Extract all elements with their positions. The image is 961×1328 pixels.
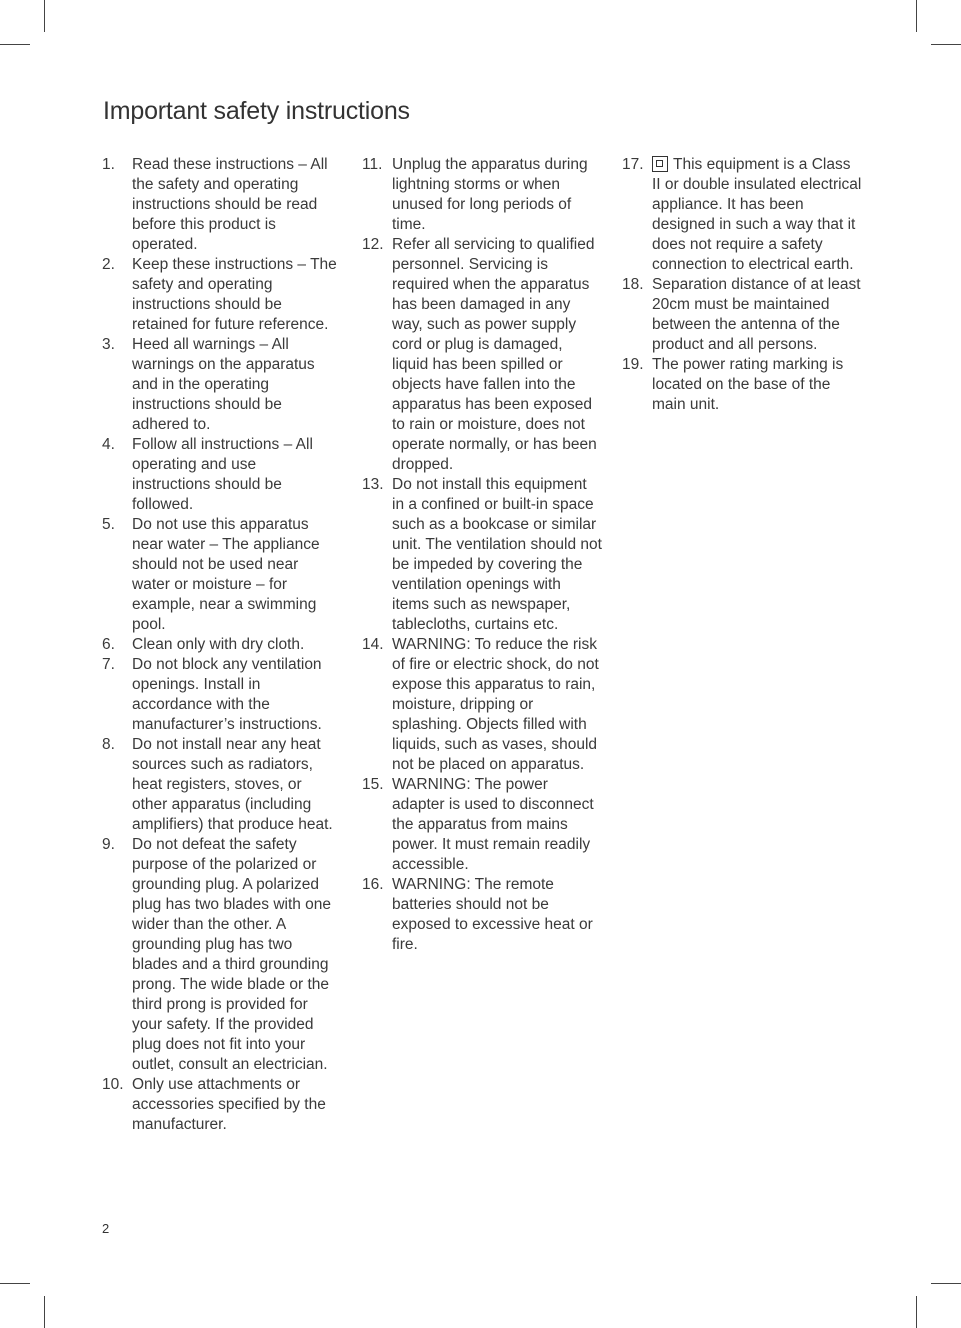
item-text: WARNING: The power adapter is used to disconnect the apparatus from mains power. It must remain readily accessible.: [392, 776, 594, 873]
crop-mark-top-left-h: [0, 44, 30, 45]
item-number: 7.: [102, 656, 115, 673]
list-item: [102, 255, 338, 335]
instructions-column-3: [622, 155, 862, 415]
item-text: Follow all instructions – All operating and use instructions should be followed.: [132, 436, 313, 513]
item-number: 6.: [102, 636, 115, 653]
list-item: [362, 775, 602, 875]
crop-mark-bottom-right-v: [916, 1296, 917, 1328]
item-number: 5.: [102, 516, 115, 533]
item-number: 17.: [622, 156, 644, 173]
item-number: 12.: [362, 236, 384, 253]
list-item: [102, 735, 338, 835]
item-text: WARNING: The remote batteries should not be exposed to excessive heat or fire.: [392, 876, 593, 953]
list-item: [102, 155, 338, 255]
item-number: 14.: [362, 636, 384, 653]
item-number: 16.: [362, 876, 384, 893]
list-item: [362, 475, 602, 635]
item-text: Unplug the apparatus during lightning storms or when unused for long periods of time.: [392, 156, 588, 233]
crop-mark-top-left-v: [44, 0, 45, 32]
crop-mark-bottom-right-h: [931, 1283, 961, 1284]
class-ii-double-insulation-icon: [652, 156, 668, 172]
item-number: 9.: [102, 836, 115, 853]
item-number: 11.: [362, 156, 383, 173]
item-text: Do not defeat the safety purpose of the polarized or grounding plug. A polarized plug has two blades with one wider than the other. A grounding plug has two blades and a third grounding prong. The wide blade or the third prong is provided for your safety. If the provided plug does not fit into your outlet, consult an electrician.: [132, 836, 332, 1073]
item-number: 8.: [102, 736, 115, 753]
list-item: [102, 435, 338, 515]
list-item: [362, 635, 602, 775]
item-text: Only use attachments or accessories specified by the manufacturer.: [132, 1076, 326, 1133]
item-text: WARNING: To reduce the risk of fire or electric shock, do not expose this apparatus to rain, moisture, dripping or splashing. Objects filled with liquids, such as vases, should not be placed on apparatus.: [392, 636, 599, 773]
item-number: 19.: [622, 356, 644, 373]
item-text: Do not install near any heat sources such as radiators, heat registers, stoves, or other apparatus (including amplifiers) that produce heat.: [132, 736, 333, 833]
crop-mark-bottom-left-v: [44, 1296, 45, 1328]
page-title: Important safety instructions: [103, 97, 410, 125]
item-text: Do not block any ventilation openings. Install in accordance with the manufacturer’s instructions.: [132, 656, 322, 733]
item-text: Do not use this apparatus near water – The appliance should not be used near water or moisture – for example, near a swimming pool.: [132, 516, 320, 633]
item-number: 2.: [102, 256, 115, 273]
list-item: [102, 1075, 338, 1135]
crop-mark-top-right-v: [916, 0, 917, 32]
instructions-column-2: [362, 155, 602, 955]
page-number: 2: [102, 1221, 110, 1236]
item-number: 3.: [102, 336, 115, 353]
list-item: [102, 655, 338, 735]
item-text: Separation distance of at least 20cm must be maintained between the antenna of the product and all persons.: [652, 276, 861, 353]
item-text: Do not install this equipment in a confined or built-in space such as a bookcase or similar unit. The ventilation should not be impeded by covering the ventilation openings with items such as newspaper, tablecloths, curtains etc.: [392, 476, 602, 633]
item-text: This equipment is a Class II or double insulated electrical appliance. It has been designed in such a way that it does not require a safety connection to electrical earth.: [652, 156, 862, 273]
list-item: [622, 355, 862, 415]
item-text: Read these instructions – All the safety and operating instructions should be read before this product is operated.: [132, 156, 328, 253]
item-number: 13.: [362, 476, 384, 493]
item-number: 10.: [102, 1076, 124, 1093]
instructions-column-1: [102, 155, 338, 1135]
list-item: [102, 835, 338, 1075]
item-text: The power rating marking is located on the base of the main unit.: [652, 356, 844, 413]
list-item: [102, 335, 338, 435]
crop-mark-bottom-left-h: [0, 1283, 30, 1284]
list-item: [362, 155, 602, 235]
item-number: 15.: [362, 776, 384, 793]
list-item: [102, 515, 338, 635]
list-item: [362, 235, 602, 475]
list-item: [622, 155, 862, 275]
item-number: 18.: [622, 276, 644, 293]
item-text: Refer all servicing to qualified personnel. Servicing is required when the apparatus has been damaged in any way, such as power supply cord or plug is damaged, liquid has been spilled or objects have fallen into the apparatus has been exposed to rain or moisture, does not operate normally, or has been dropped.: [392, 236, 597, 473]
item-text: Clean only with dry cloth.: [132, 636, 305, 653]
item-number: 4.: [102, 436, 115, 453]
item-text: Keep these instructions – The safety and operating instructions should be retained for future reference.: [132, 256, 337, 333]
list-item: [102, 635, 338, 655]
crop-mark-top-right-h: [931, 44, 961, 45]
item-number: 1.: [102, 156, 115, 173]
list-item: [362, 875, 602, 955]
list-item: [622, 275, 862, 355]
item-text: Heed all warnings – All warnings on the apparatus and in the operating instructions should be adhered to.: [132, 336, 315, 433]
